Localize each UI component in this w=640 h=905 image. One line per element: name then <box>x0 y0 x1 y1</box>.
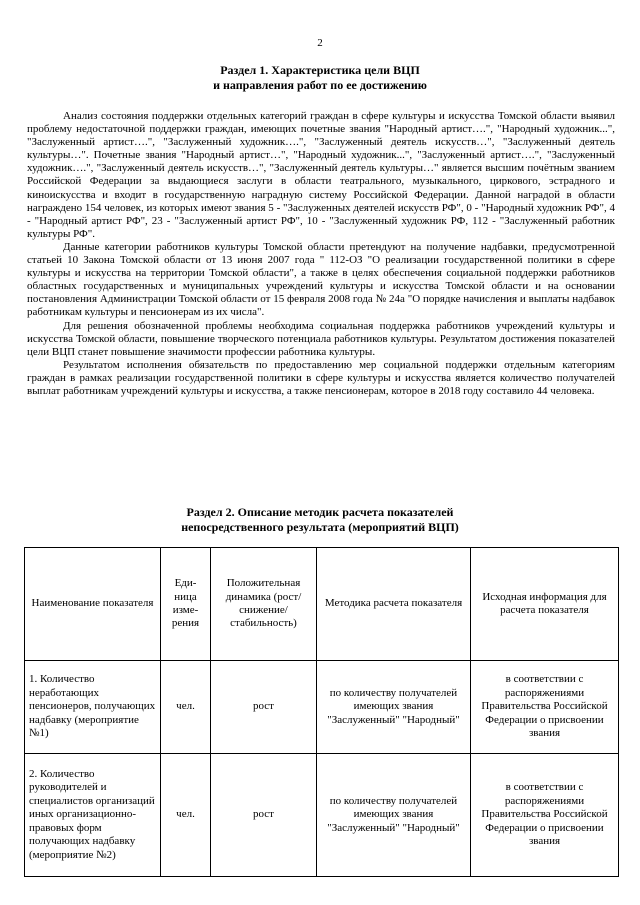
section-1-title-line-2: и направления работ по ее достижению <box>213 78 427 92</box>
paragraph-result: Результатом исполнения обязательств по предоставлению мер социальной поддержки отдельным категориям граждан в рамках реализации государственной политики в сфере культуры и искусства является количество получателей выплат работникам учреждений культуры и искусства, а также пенсионерам, которое в 2018 году составило 44 человека. <box>27 358 615 397</box>
cell-unit: чел. <box>161 754 211 877</box>
header-dynamics: Положительная динамика (рост/ снижение/ стабильность) <box>211 548 317 661</box>
cell-unit: чел. <box>161 661 211 754</box>
cell-dynamics: рост <box>211 661 317 754</box>
section-1-title-line-1: Раздел 1. Характеристика цели ВЦП <box>220 63 420 77</box>
table-row <box>25 754 619 877</box>
cell-dynamics: рост <box>211 754 317 877</box>
page-number: 2 <box>317 37 323 49</box>
section-2-heading <box>0 505 640 535</box>
paragraph-solution: Для решения обозначенной проблемы необходима социальная поддержка работников учреждений культуры и искусства Томской области, повышение творческого потенциала работников культуры. Результатом достижения показателей цели ВЦП станет повышение значимости профессии работника культуры. <box>27 319 615 358</box>
table-header-row <box>25 548 619 661</box>
header-unit: Еди-ница изме-рения <box>161 548 211 661</box>
header-source: Исходная информация для расчета показателя <box>471 548 619 661</box>
header-method: Методика расчета показателя <box>317 548 471 661</box>
section-2-title-line-2: непосредственного результата (мероприятий ВЦП) <box>181 520 459 534</box>
cell-name: 1. Количество неработающих пенсионеров, получающих надбавку (мероприятие №1) <box>25 661 161 754</box>
indicators-table <box>24 547 619 877</box>
cell-name: 2. Количество руководителей и специалистов организаций иных организационно-правовых форм получающих надбавку (мероприятие №2) <box>25 754 161 877</box>
section-2-title-line-1: Раздел 2. Описание методик расчета показателей <box>186 505 454 519</box>
paragraph-categories: Данные категории работников культуры Томской области претендуют на получение надбавки, предусмотренной статьей 10 Закона Томской области от 13 июня 2007 года " 112-ОЗ "О реализации государственной политики в сфере культуры и искусства на территории Томской области", а также в целях обеспечения социальной поддержки работников областных государственных и муниципальных учреждений культуры и искусства Томской области и на основании постановления Администрации Томской области от 15 февраля 2008 года № 24а "О порядке начисления и выплаты надбавок работникам культуры и пенсионерам из их числа". <box>27 240 615 319</box>
cell-source: в соответствии с распоряжениями Правительства Российской Федерации о присвоении звания <box>471 661 619 754</box>
cell-method: по количеству получателей имеющих звания "Заслуженный" "Народный" <box>317 661 471 754</box>
cell-method: по количеству получателей имеющих звания "Заслуженный" "Народный" <box>317 754 471 877</box>
table-row <box>25 661 619 754</box>
paragraph-analysis: Анализ состояния поддержки отдельных категорий граждан в сфере культуры и искусства Томской области выявил проблему недостаточной поддержки граждан, имеющих почетные звания "Народный артист….", "Народный художник...", "Заслуженный артист….", "Заслуженный художник….", "Заслуженный деятель искусств…", "Заслуженный деятель культуры…". Почетные звания "Народный артист…", "Народный художник...", "Заслуженный артист….", "Заслуженный художник….", "Заслуженный деятель искусств…", "Заслуженный деятель культуры…" является высшим почётным званием Российской Федерации за выдающиеся заслуги в области театрального, музыкального, циркового, эстрадного и киноискусства и входит в государственную наградную систему Российской Федерации. Данной наградой в области награждено 154 человек, из которых имеют звания 5 - "Заслуженных деятелей искусств РФ", 0 - "Народный художник РФ", 4 - "Народный артист РФ", 23 - "Заслуженный артист РФ", 10 - "Заслуженный художник РФ, 112 - "Заслуженный работник культуры РФ". <box>27 110 615 240</box>
section-1-heading <box>0 63 640 93</box>
section-1-body <box>27 110 615 398</box>
header-indicator-name: Наименование показателя <box>25 548 161 661</box>
cell-source: в соответствии с распоряжениями Правительства Российской Федерации о присвоении звания <box>471 754 619 877</box>
